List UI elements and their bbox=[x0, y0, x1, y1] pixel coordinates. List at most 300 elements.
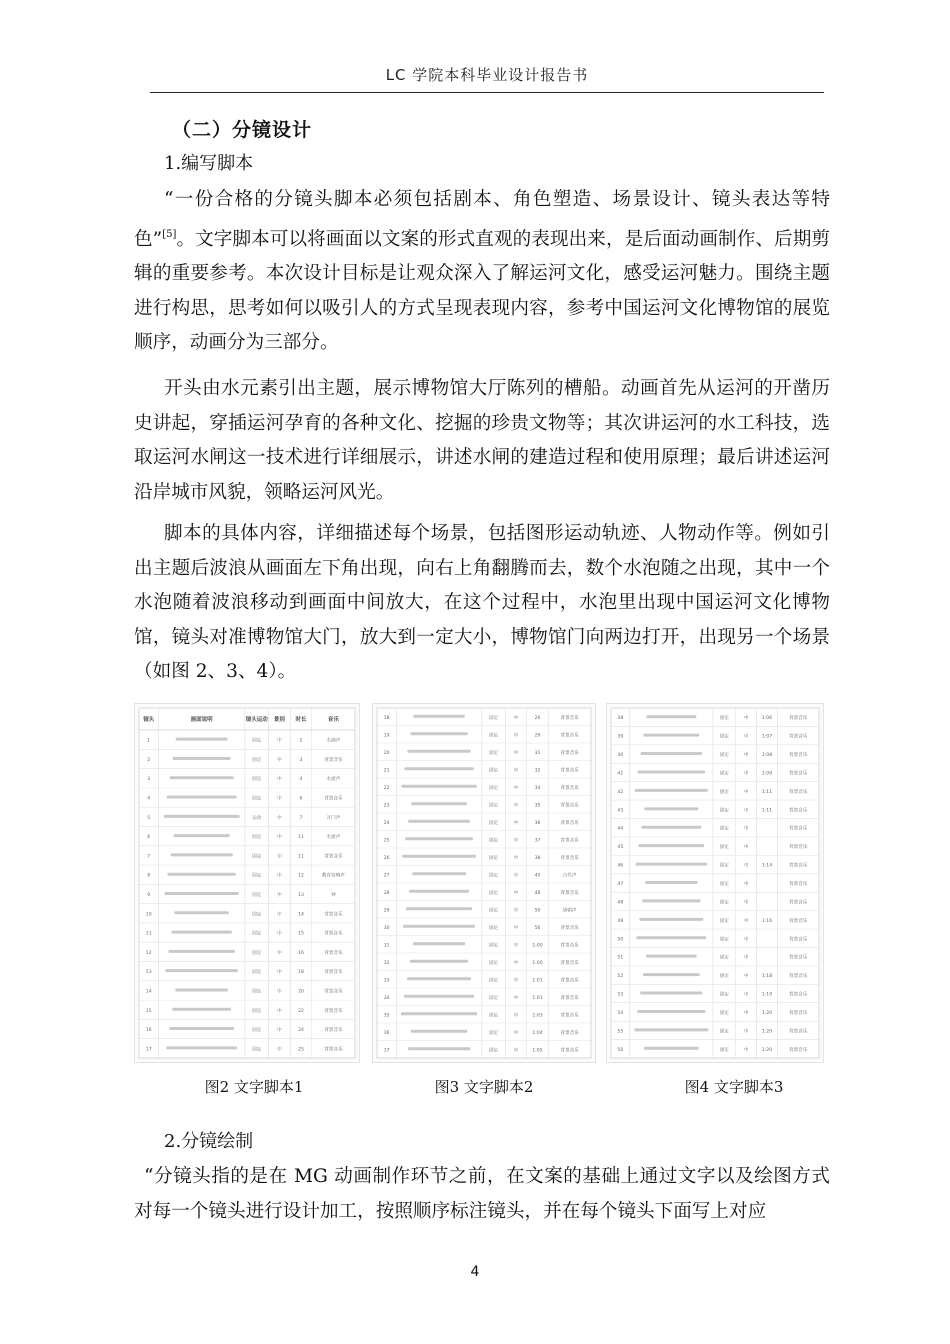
table-cell: 背景音乐 bbox=[789, 1029, 808, 1035]
table-cell: 固定 bbox=[719, 826, 729, 832]
table-cell: 中 bbox=[513, 1030, 519, 1036]
table-cell: 1:00 bbox=[532, 960, 543, 966]
table-cell: 背景音乐 bbox=[560, 925, 579, 931]
table-cell: 30 bbox=[383, 925, 390, 931]
table-cell: 教育铃响声 bbox=[321, 873, 345, 879]
table-cell: 固定 bbox=[489, 838, 499, 844]
table-cell: 中 bbox=[513, 908, 519, 914]
table-cell: 中 bbox=[277, 950, 282, 956]
table-cell: 固定 bbox=[719, 1029, 729, 1035]
table-cell: 1:09 bbox=[761, 771, 773, 777]
subsection-title-2: 2.分镜绘制 bbox=[164, 1131, 254, 1152]
table-cell: 1:16 bbox=[761, 918, 773, 924]
table-cell: 56 bbox=[534, 925, 541, 931]
table-cell: 古代声 bbox=[562, 873, 577, 879]
table-cell: 背景音乐 bbox=[324, 931, 343, 937]
table-cell: 背景音乐 bbox=[789, 918, 808, 924]
table-cell: 9 bbox=[147, 893, 151, 898]
table-cell: 固定 bbox=[252, 989, 262, 995]
description-placeholder bbox=[166, 1046, 237, 1049]
description-placeholder bbox=[411, 802, 467, 805]
table-cell: 固定 bbox=[719, 771, 729, 777]
description-placeholder bbox=[171, 853, 233, 856]
table-cell: 18 bbox=[383, 715, 390, 721]
table-cell: 背景音乐 bbox=[789, 789, 808, 795]
table-cell: 背景音乐 bbox=[789, 974, 808, 980]
table-cell: 固定 bbox=[252, 950, 262, 956]
table-cell: 固定 bbox=[252, 912, 262, 918]
table-cell: 背景音乐 bbox=[324, 796, 343, 802]
table-cell: 20 bbox=[383, 750, 390, 756]
table-header-cell: 镜头 bbox=[143, 717, 155, 723]
table-cell: 固定 bbox=[719, 789, 729, 795]
table-cell: 2 bbox=[147, 757, 151, 763]
table-cell: 1:11 bbox=[761, 789, 773, 795]
table-cell: 29 bbox=[383, 908, 390, 914]
table-cell: 背景音乐 bbox=[560, 855, 579, 861]
table-cell: 52 bbox=[617, 974, 624, 980]
table-cell: 固定 bbox=[489, 715, 499, 721]
table-cell: 固定 bbox=[489, 820, 499, 826]
table-cell: 背景音乐 bbox=[789, 882, 808, 887]
table-cell: 中 bbox=[743, 955, 749, 961]
table-cell: 50 bbox=[617, 937, 624, 943]
table-cell: 固定 bbox=[252, 835, 262, 841]
table-cell: 中 bbox=[277, 1008, 282, 1014]
table-header-cell: 音乐 bbox=[327, 717, 339, 723]
description-placeholder bbox=[635, 789, 708, 792]
table-cell: 33 bbox=[383, 978, 390, 984]
table-cell: 1:04 bbox=[532, 1030, 543, 1036]
table-cell: 固定 bbox=[252, 854, 262, 860]
table-cell: 42 bbox=[617, 789, 624, 795]
table-cell: 背景音乐 bbox=[560, 1013, 579, 1019]
table-cell: 1:03 bbox=[532, 1013, 543, 1019]
table-cell: 6 bbox=[147, 835, 151, 841]
figure-caption-2: 图2 文字脚本1 bbox=[204, 1078, 304, 1096]
table-cell: 中 bbox=[743, 789, 749, 795]
description-placeholder bbox=[407, 977, 471, 980]
table-cell: 背景音乐 bbox=[789, 826, 808, 832]
table-cell: 36 bbox=[383, 1030, 390, 1036]
table-cell: 2 bbox=[299, 738, 303, 744]
table-cell: 固定 bbox=[489, 803, 499, 809]
description-placeholder bbox=[408, 820, 470, 823]
table-cell: 水流声 bbox=[326, 777, 341, 783]
table-cell: 水滴声 bbox=[326, 738, 341, 744]
table-cell: 中 bbox=[513, 873, 519, 879]
description-placeholder bbox=[407, 750, 470, 753]
table-cell: 中 bbox=[743, 918, 749, 924]
table-cell: 18 bbox=[298, 970, 304, 976]
table-cell: 背景音乐 bbox=[560, 838, 579, 844]
table-cell: 56 bbox=[617, 1047, 624, 1053]
table-cell: 11 bbox=[298, 835, 304, 841]
paragraph-2: 开头由水元素引出主题，展示博物馆大厅陈列的槽船。动画首先从运河的开凿历史讲起，穿插运河孕育的各种文化、挖掘的珍贵文物等；其次讲运河的水工科技，选取运河水闸这一技术进行详细展示，讲述水闸的建造过程和使用原理；最后讲述运河沿岸城市风貌，领略运河风光。 bbox=[134, 378, 830, 503]
table-cell: 36 bbox=[534, 820, 541, 826]
table-cell: 背景音乐 bbox=[789, 1047, 808, 1053]
table-cell: 24 bbox=[383, 820, 390, 826]
table-cell: 10 bbox=[145, 912, 152, 918]
table-cell: 中 bbox=[277, 970, 282, 976]
table-cell: 背景音乐 bbox=[324, 1008, 343, 1014]
table-cell: 背景音乐 bbox=[789, 955, 808, 961]
table-cell: 中 bbox=[277, 815, 282, 821]
table-cell: 固定 bbox=[489, 960, 499, 966]
description-placeholder bbox=[634, 1028, 708, 1031]
description-placeholder bbox=[404, 767, 473, 770]
table-cell: 中 bbox=[743, 753, 749, 759]
description-placeholder bbox=[412, 872, 466, 875]
table-cell: 19 bbox=[383, 733, 390, 739]
table-cell: 中 bbox=[743, 1010, 749, 1016]
description-placeholder bbox=[404, 995, 474, 998]
table-cell: 固定 bbox=[719, 955, 729, 961]
table-cell: 5 bbox=[147, 815, 151, 821]
table-cell: 20 bbox=[298, 989, 304, 995]
table-cell: 固定 bbox=[489, 925, 499, 931]
description-placeholder bbox=[168, 950, 235, 953]
description-placeholder bbox=[644, 807, 698, 810]
table-cell: 背景音乐 bbox=[789, 734, 808, 740]
table-cell: 背景音乐 bbox=[324, 1028, 343, 1034]
table-cell: 1:20 bbox=[761, 1029, 773, 1035]
table-cell: 固定 bbox=[489, 855, 499, 861]
table-cell: 中 bbox=[277, 893, 282, 898]
table-cell: 背景音乐 bbox=[324, 970, 343, 976]
table-cell: 固定 bbox=[489, 995, 499, 1001]
table-cell: 44 bbox=[617, 826, 624, 832]
table-cell: 中 bbox=[743, 900, 749, 906]
table-cell: 固定 bbox=[489, 943, 499, 949]
table-cell: 26 bbox=[383, 855, 390, 861]
table-cell: 46 bbox=[617, 863, 624, 869]
table-cell: 固定 bbox=[719, 734, 729, 740]
table-cell: 中 bbox=[513, 960, 519, 966]
table-cell: 中 bbox=[513, 943, 519, 949]
table-cell: 固定 bbox=[719, 716, 729, 722]
table-cell: 1:06 bbox=[761, 716, 773, 722]
description-placeholder bbox=[645, 881, 697, 884]
table-cell: 固定 bbox=[719, 900, 729, 906]
table-cell: 背景音乐 bbox=[560, 803, 579, 809]
table-cell: 51 bbox=[617, 955, 624, 961]
table-cell: 中 bbox=[513, 855, 519, 861]
table-cell: 背景音乐 bbox=[789, 900, 808, 906]
table-cell: 1:08 bbox=[761, 753, 773, 759]
table-cell: 固定 bbox=[489, 1048, 499, 1054]
script-table-3 bbox=[607, 704, 823, 1062]
table-cell: 背景音乐 bbox=[560, 733, 579, 739]
header-divider bbox=[150, 92, 824, 93]
table-cell: 3 bbox=[299, 757, 303, 763]
table-cell: 中 bbox=[513, 820, 519, 826]
table-cell: 6 bbox=[299, 796, 303, 802]
figure-script-3 bbox=[606, 703, 824, 1063]
table-cell: 固定 bbox=[252, 1008, 262, 1014]
table-cell: 4 bbox=[147, 796, 151, 802]
table-cell: 7 bbox=[299, 815, 303, 821]
table-cell: 37 bbox=[534, 838, 541, 844]
table-cell: 中 bbox=[277, 873, 282, 879]
section-title: （二）分镜设计 bbox=[172, 119, 313, 141]
script-table-2 bbox=[373, 704, 595, 1062]
table-cell: 背景音乐 bbox=[560, 1048, 579, 1054]
table-cell: 37 bbox=[383, 1048, 390, 1054]
description-placeholder bbox=[170, 776, 234, 779]
table-cell: 25 bbox=[383, 838, 390, 844]
table-cell: 背景音乐 bbox=[324, 989, 343, 995]
table-cell: 背景音乐 bbox=[789, 863, 808, 869]
description-placeholder bbox=[410, 732, 467, 735]
table-cell: 中 bbox=[743, 845, 749, 851]
table-cell: 背景音乐 bbox=[560, 1030, 579, 1036]
table-cell: 中 bbox=[513, 890, 519, 896]
table-cell: 4 bbox=[299, 777, 303, 783]
table-cell: 中 bbox=[277, 835, 282, 841]
table-cell: 背景音乐 bbox=[789, 937, 808, 943]
table-cell: 中 bbox=[513, 768, 519, 774]
table-cell: 中 bbox=[743, 1047, 749, 1053]
table-cell: 固定 bbox=[719, 992, 729, 998]
description-placeholder bbox=[640, 992, 702, 995]
table-cell: 38 bbox=[534, 855, 541, 861]
table-cell: 固定 bbox=[719, 1047, 729, 1053]
figure-caption-3: 图3 文字脚本2 bbox=[434, 1078, 534, 1096]
table-header-cell: 时长 bbox=[295, 717, 307, 723]
table-cell: 11 bbox=[298, 854, 304, 860]
table-cell: 38 bbox=[617, 716, 624, 722]
table-cell: 中 bbox=[743, 771, 749, 777]
table-cell: 47 bbox=[617, 882, 624, 887]
description-placeholder bbox=[637, 1010, 705, 1013]
table-cell: 中 bbox=[513, 838, 519, 844]
table-cell: 中 bbox=[277, 796, 282, 802]
table-cell: 运动 bbox=[252, 815, 262, 821]
citation-5[interactable]: [5] bbox=[162, 228, 177, 240]
table-cell: 中 bbox=[743, 882, 749, 887]
table-cell: 固定 bbox=[252, 1028, 262, 1034]
description-placeholder bbox=[636, 863, 708, 866]
table-cell: 31 bbox=[534, 750, 541, 756]
table-cell: 26 bbox=[534, 715, 541, 721]
table-cell: 中 bbox=[513, 715, 519, 721]
table-cell: 中 bbox=[743, 808, 749, 814]
description-placeholder bbox=[405, 837, 473, 840]
table-cell: 43 bbox=[617, 808, 624, 814]
table-cell: 固定 bbox=[489, 768, 499, 774]
table-cell: 背景音乐 bbox=[324, 950, 343, 956]
page-number: 4 bbox=[470, 1264, 480, 1280]
figure-caption-4: 图4 文字脚本3 bbox=[684, 1078, 784, 1096]
table-cell: 29 bbox=[534, 733, 541, 739]
table-cell: 水流声 bbox=[326, 835, 341, 841]
table-cell: 1:20 bbox=[761, 1010, 773, 1016]
table-cell: 1:18 bbox=[761, 974, 773, 980]
table-cell: 1 bbox=[147, 738, 151, 744]
description-placeholder bbox=[643, 734, 699, 737]
table-cell: 背景音乐 bbox=[560, 943, 579, 949]
table-cell: 41 bbox=[617, 771, 624, 777]
table-cell: 中 bbox=[743, 716, 749, 722]
table-cell: 背景音乐 bbox=[789, 845, 808, 851]
table-cell: 固定 bbox=[489, 733, 499, 739]
figure-script-1 bbox=[134, 703, 360, 1063]
table-cell: 1:07 bbox=[761, 734, 773, 740]
subsection-title-1: 1.编写脚本 bbox=[164, 153, 254, 174]
table-cell: 53 bbox=[617, 992, 624, 998]
table-cell: 34 bbox=[383, 995, 390, 1001]
table-cell: 17 bbox=[145, 1047, 152, 1053]
table-cell: 中 bbox=[743, 826, 749, 832]
table-cell: 40 bbox=[617, 753, 624, 759]
table-cell: 35 bbox=[534, 803, 541, 809]
table-cell: 15 bbox=[298, 931, 304, 937]
table-cell: 背景音乐 bbox=[789, 992, 808, 998]
description-placeholder bbox=[638, 844, 704, 847]
table-cell: 1:20 bbox=[761, 1047, 773, 1053]
table-cell: 固定 bbox=[719, 808, 729, 814]
table-cell: 固定 bbox=[489, 1030, 499, 1036]
table-cell: 背景音乐 bbox=[324, 757, 343, 763]
table-cell: 固定 bbox=[489, 890, 499, 896]
table-cell: 背景音乐 bbox=[324, 854, 343, 860]
table-cell: 固定 bbox=[719, 937, 729, 943]
table-cell: 钟 bbox=[331, 893, 336, 898]
table-cell: 固定 bbox=[252, 738, 262, 744]
table-cell: 背景音乐 bbox=[324, 1047, 343, 1053]
table-cell: 固定 bbox=[252, 970, 262, 976]
table-cell: 23 bbox=[383, 803, 390, 809]
table-cell: 48 bbox=[617, 900, 624, 906]
table-cell: 16 bbox=[298, 950, 304, 956]
description-placeholder bbox=[168, 873, 236, 876]
table-cell: 中 bbox=[277, 1028, 282, 1034]
description-placeholder bbox=[636, 936, 706, 939]
table-cell: 背景音乐 bbox=[789, 1010, 808, 1016]
table-cell: 12 bbox=[145, 950, 152, 956]
table-cell: 中 bbox=[743, 937, 749, 943]
paragraph-1-quote: “一份合格的分镜头脚本必须包括剧本、角色塑造、场景设计、镜头表达等特色” bbox=[134, 189, 830, 250]
table-cell: 背景音乐 bbox=[789, 808, 808, 814]
table-cell: 1:05 bbox=[532, 1048, 543, 1054]
table-cell: 32 bbox=[383, 960, 390, 966]
table-cell: 固定 bbox=[719, 882, 729, 887]
description-placeholder bbox=[642, 899, 700, 902]
table-cell: 中 bbox=[277, 854, 282, 860]
description-placeholder bbox=[643, 973, 700, 976]
table-cell: 16 bbox=[145, 1028, 152, 1034]
table-cell: 固定 bbox=[719, 863, 729, 869]
paragraph-3: 脚本的具体内容，详细描述每个场景，包括图形运动轨迹、人物动作等。例如引出主题后波浪从画面左下角出现，向右上角翻腾而去，数个水泡随之出现，其中一个水泡随着波浪移动到画面中间放大，在这个过程中，水泡里出现中国运河文化博物馆，镜头对准博物馆大门，放大到一定大小，博物馆门向两边打开，出现另一个场景（如图 2、3、4）。 bbox=[134, 523, 830, 682]
table-cell: 1:01 bbox=[532, 978, 543, 984]
table-cell: 中 bbox=[277, 931, 282, 937]
table-cell: 45 bbox=[617, 845, 624, 851]
table-cell: 中 bbox=[513, 733, 519, 739]
table-cell: 背景音乐 bbox=[789, 716, 808, 722]
table-cell: 22 bbox=[298, 1008, 304, 1014]
table-cell: 48 bbox=[534, 890, 541, 896]
table-cell: 中 bbox=[513, 785, 519, 791]
table-cell: 22 bbox=[383, 785, 390, 791]
paragraph-1 bbox=[134, 183, 830, 361]
table-cell: 11 bbox=[145, 931, 152, 937]
table-cell: 固定 bbox=[719, 1010, 729, 1016]
table-cell: 中 bbox=[513, 1048, 519, 1054]
table-cell: 背景音乐 bbox=[789, 771, 808, 777]
table-cell: 中 bbox=[743, 974, 749, 980]
paragraph-4: “分镜头指的是在 MG 动画制作环节之前，在文案的基础上通过文字以及绘图方式对每一个镜头进行设计加工，按照顺序标注镜头，并在每个镜头下面写上对应 bbox=[134, 1166, 830, 1222]
table-cell: 54 bbox=[617, 1010, 624, 1016]
table-cell: 背景音乐 bbox=[560, 960, 579, 966]
table-cell: 固定 bbox=[252, 757, 262, 763]
table-header-cell: 景别 bbox=[273, 717, 285, 723]
table-cell: 固定 bbox=[719, 753, 729, 759]
table-cell: 40 bbox=[534, 873, 541, 879]
table-cell: 中 bbox=[277, 1047, 282, 1053]
table-cell: 固定 bbox=[719, 845, 729, 851]
table-cell: 中 bbox=[513, 978, 519, 984]
table-header-cell: 镜头运动 bbox=[245, 717, 268, 723]
table-cell: 固定 bbox=[252, 873, 262, 879]
table-cell: 固定 bbox=[489, 978, 499, 984]
description-placeholder bbox=[165, 969, 238, 972]
table-cell: 中 bbox=[513, 803, 519, 809]
description-placeholder bbox=[164, 892, 238, 895]
table-header-cell: 画面说明 bbox=[190, 717, 213, 723]
table-cell: 固定 bbox=[489, 750, 499, 756]
table-cell: 中 bbox=[513, 1013, 519, 1019]
figure-script-2 bbox=[372, 703, 596, 1063]
description-placeholder bbox=[408, 1047, 470, 1050]
description-placeholder bbox=[641, 826, 701, 829]
table-cell: 背景音乐 bbox=[560, 890, 579, 896]
description-placeholder bbox=[646, 955, 697, 958]
table-cell: 7 bbox=[147, 854, 151, 860]
description-placeholder bbox=[409, 890, 469, 893]
table-cell: 中 bbox=[277, 777, 282, 783]
table-cell: 开门声 bbox=[326, 815, 341, 821]
description-placeholder bbox=[401, 1012, 477, 1015]
table-cell: 3 bbox=[147, 777, 151, 783]
table-cell: 14 bbox=[145, 989, 152, 995]
table-cell: 固定 bbox=[252, 893, 262, 898]
description-placeholder bbox=[646, 715, 696, 718]
table-cell: 24 bbox=[298, 1028, 304, 1034]
table-cell: 固定 bbox=[489, 785, 499, 791]
table-cell: 55 bbox=[617, 1029, 624, 1035]
description-placeholder bbox=[169, 1027, 234, 1030]
table-cell: 中 bbox=[743, 734, 749, 740]
description-placeholder bbox=[401, 785, 476, 788]
table-cell: 50 bbox=[534, 908, 541, 914]
table-cell: 背景音乐 bbox=[560, 978, 579, 984]
table-cell: 21 bbox=[383, 768, 390, 774]
table-cell: 固定 bbox=[252, 1047, 262, 1053]
description-placeholder bbox=[171, 931, 231, 934]
table-cell: 8 bbox=[147, 873, 151, 879]
description-placeholder bbox=[172, 1008, 231, 1011]
table-cell: 27 bbox=[383, 873, 390, 879]
table-cell: 背景音乐 bbox=[560, 820, 579, 826]
table-cell: 背景音乐 bbox=[560, 715, 579, 721]
description-placeholder bbox=[641, 752, 703, 755]
table-cell: 背景音乐 bbox=[560, 995, 579, 1001]
table-cell: 1:14 bbox=[761, 863, 773, 869]
table-cell: 32 bbox=[534, 768, 541, 774]
paragraph-1-rest: 。文字脚本可以将画面以文案的形式直观的表现出来，是后面动画制作、后期剪辑的重要参考。本次设计目标是让观众深入了解运河文化，感受运河魅力。围绕主题进行构思，思考如何以吸引人的方式呈现表现内容，参考中国运河文化博物馆的展览顺序，动画分为三部分。 bbox=[134, 228, 830, 353]
table-cell: 49 bbox=[617, 918, 624, 924]
